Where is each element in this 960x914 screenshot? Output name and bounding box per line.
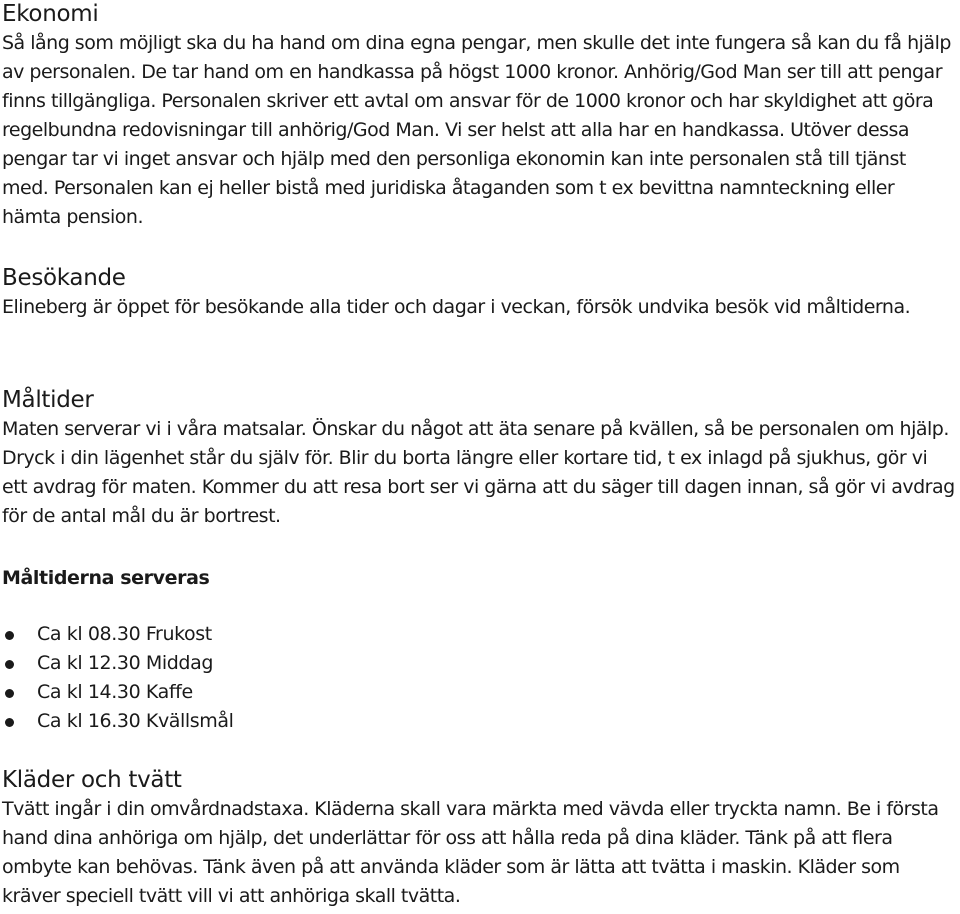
section-heading-klader: Kläder och tvätt: [2, 767, 182, 793]
meals-served-heading: Måltiderna serveras: [2, 567, 210, 589]
meal-time-text: Ca kl 16.30 Kvällsmål: [37, 710, 234, 732]
section-heading-maltider: Måltider: [2, 387, 94, 413]
meal-time-text: Ca kl 12.30 Middag: [37, 652, 213, 674]
meal-times-list: [2, 620, 234, 736]
section-besokande: [2, 264, 957, 322]
section-heading-ekonomi: Ekonomi: [2, 1, 99, 27]
section-klader-och-tvatt: [2, 766, 957, 911]
section-maltider: [2, 386, 957, 531]
meal-time-text: Ca kl 14.30 Kaffe: [37, 681, 193, 703]
section-text-ekonomi: Så lång som möjligt ska du ha hand om dina egna pengar, men skulle det inte fungera så kan du få hjälp av personalen. De tar hand om en handkassa på högst 1000 kronor. Anhörig/God Man ser till att pengar finns tillgängliga. Personalen skriver ett avtal om ansvar för de 1000 kronor och har skyldighet att göra regelbundna redovisningar till anhörig/God Man. Vi ser helst att alla har en handkassa. Utöver dessa pengar tar vi inget ansvar och hjälp med den personliga ekonomin kan inte personalen stå till tjänst med. Personalen kan ej heller bistå med juridiska åtaganden som t ex bevittna namnteckning eller hämta pension.: [2, 32, 951, 228]
list-item: [2, 649, 234, 678]
bullet-icon: [5, 660, 14, 669]
meal-time-text: Ca kl 08.30 Frukost: [37, 623, 212, 645]
section-text-klader: Tvätt ingår i din omvårdnadstaxa. Kläderna skall vara märkta med vävda eller tryckta namn. Be i första hand dina anhöriga om hjälp, det underlättar för oss att hålla reda på dina kläder. Tänk på att flera ombyte kan behövas. Tänk även på att använda kläder som är lätta att tvätta i maskin. Kläder som kräver speciell tvätt vill vi att anhöriga skall tvätta.: [2, 798, 939, 907]
bullet-icon: [5, 718, 14, 727]
bullet-icon: [5, 689, 14, 698]
section-ekonomi: [2, 0, 957, 232]
list-item: [2, 620, 234, 649]
list-item: [2, 707, 234, 736]
section-heading-besokande: Besökande: [2, 265, 126, 291]
section-text-maltider: Maten serverar vi i våra matsalar. Önskar du något att äta senare på kvällen, så be personalen om hjälp. Dryck i din lägenhet står du själv för. Blir du borta längre eller kortare tid, t ex inlagd på sjukhus, gör vi ett avdrag för maten. Kommer du att resa bort ser vi gärna att du säger till dagen innan, så gör vi avdrag för de antal mål du är bortrest.: [2, 418, 955, 527]
bullet-icon: [5, 631, 14, 640]
section-text-besokande: Elineberg är öppet för besökande alla tider och dagar i veckan, försök undvika besök vid måltiderna.: [2, 296, 911, 318]
list-item: [2, 678, 234, 707]
